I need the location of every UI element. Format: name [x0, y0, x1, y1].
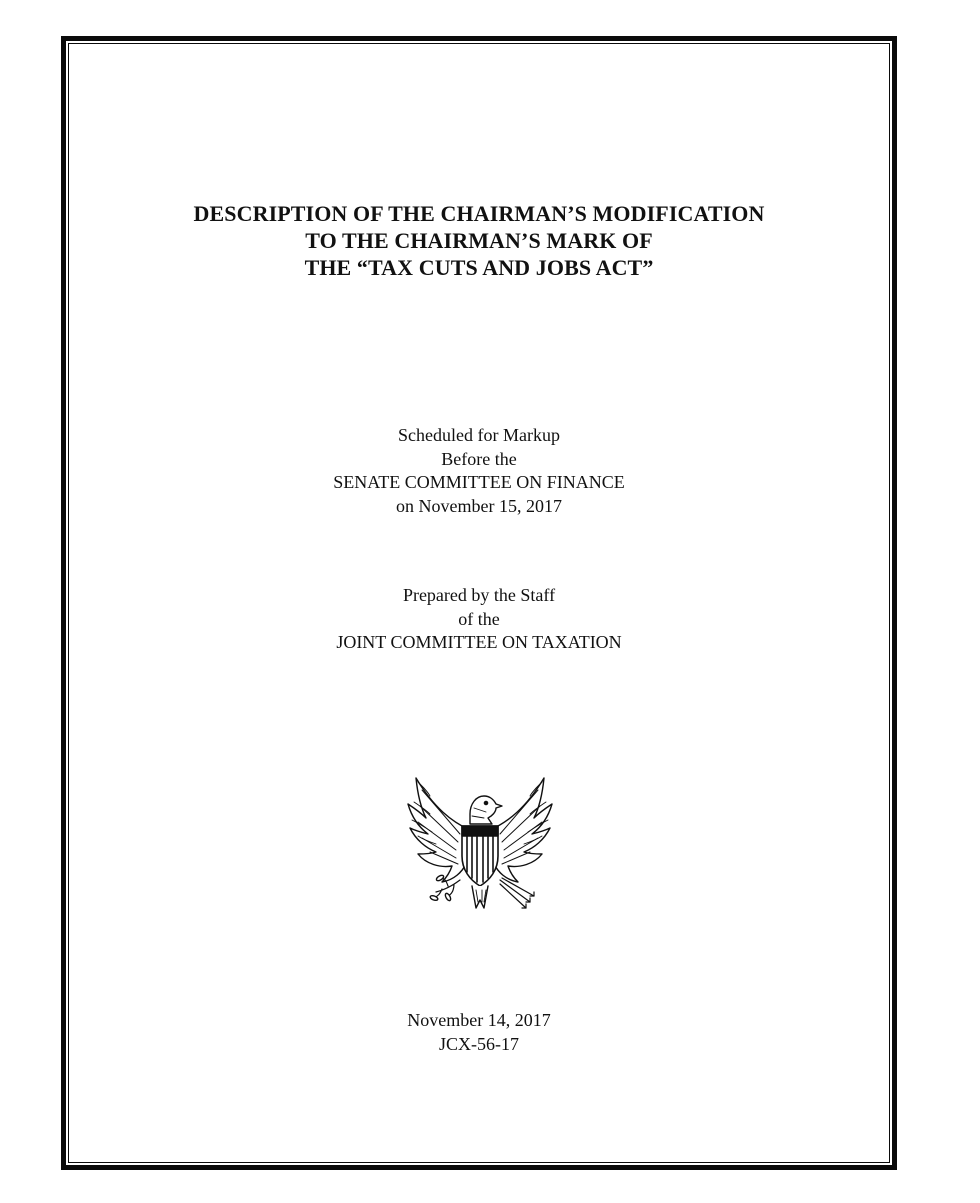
prepared-by — [68, 584, 890, 655]
document-footer — [68, 1009, 890, 1056]
markup-line-3: SENATE COMMITTEE ON FINANCE — [333, 472, 625, 492]
document-number: JCX-56-17 — [439, 1033, 519, 1054]
title-line-2: TO THE CHAIRMAN’S MARK OF — [305, 228, 653, 253]
document-date: November 14, 2017 — [407, 1010, 551, 1030]
staff-line-2: of the — [458, 608, 500, 629]
staff-line-3: JOINT COMMITTEE ON TAXATION — [336, 632, 622, 652]
markup-line-1: Scheduled for Markup — [398, 425, 560, 445]
staff-line-1: Prepared by the Staff — [402, 585, 556, 605]
document-title — [68, 200, 890, 281]
markup-line-2: Before the — [441, 448, 517, 469]
title-line-3: THE “TAX CUTS AND JOBS ACT” — [304, 255, 654, 280]
markup-line-4: on November 15, 2017 — [396, 495, 562, 516]
eagle-seal-icon — [400, 768, 560, 918]
markup-schedule — [68, 424, 890, 518]
title-line-1: DESCRIPTION OF THE CHAIRMAN’S MODIFICATION — [193, 201, 765, 226]
